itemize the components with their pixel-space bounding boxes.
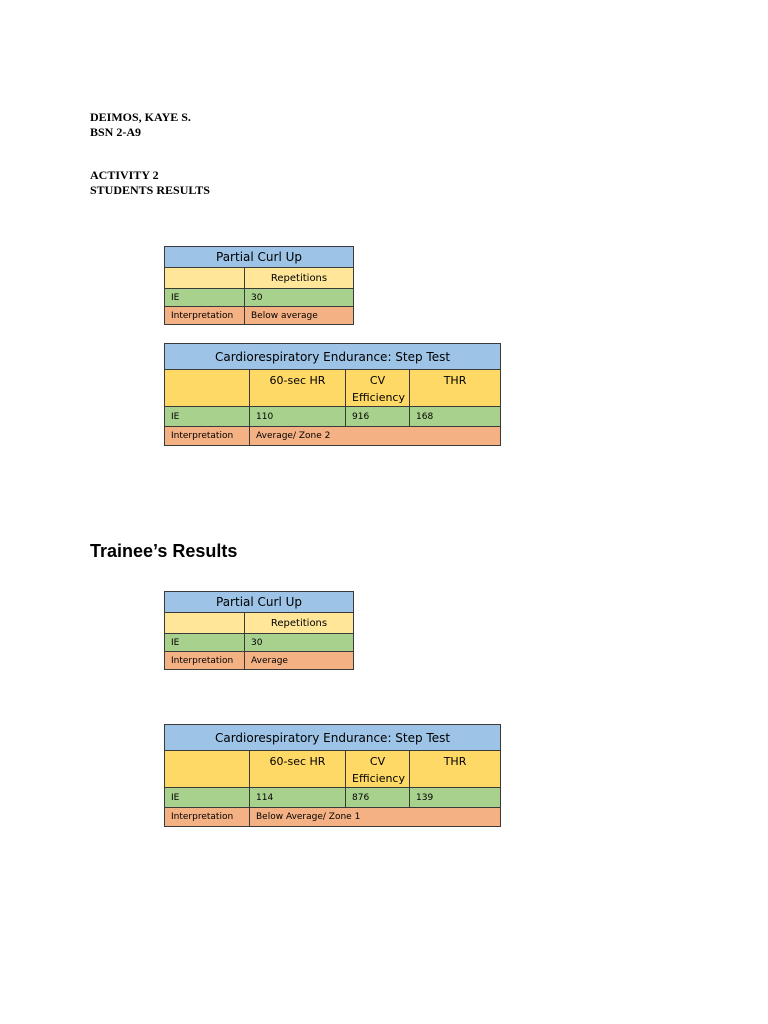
- activity-heading: [90, 168, 210, 198]
- interpretation-value: Average: [245, 652, 354, 670]
- row-label-ie: IE: [165, 289, 245, 307]
- interpretation-value: Below average: [245, 307, 354, 325]
- col-header-hr: 60-sec HR: [250, 751, 346, 788]
- interpretation-value: Below Average/ Zone 1: [250, 808, 501, 827]
- cv-efficiency-value: 876: [346, 788, 410, 808]
- row-label-interpretation: Interpretation: [165, 652, 245, 670]
- hr-value: 114: [250, 788, 346, 808]
- empty-header-cell: [165, 268, 245, 289]
- ie-value: 30: [245, 289, 354, 307]
- ie-value: 30: [245, 634, 354, 652]
- trainee-curl-table: [164, 591, 354, 670]
- cv-efficiency-value: 916: [346, 407, 410, 427]
- activity-label: ACTIVITY 2: [90, 168, 159, 182]
- hr-value: 110: [250, 407, 346, 427]
- results-subtitle: STUDENTS RESULTS: [90, 183, 210, 197]
- empty-header-cell: [165, 751, 250, 788]
- row-label-interpretation: Interpretation: [165, 808, 250, 827]
- empty-header-cell: [165, 370, 250, 407]
- student-info: [90, 110, 191, 140]
- col-header-cv-efficiency: CV Efficiency: [346, 751, 410, 788]
- row-label-interpretation: Interpretation: [165, 307, 245, 325]
- table-title: Cardiorespiratory Endurance: Step Test: [165, 725, 501, 751]
- student-step-table: [164, 343, 501, 446]
- table-title: Partial Curl Up: [165, 247, 354, 268]
- col-header-thr: THR: [410, 370, 501, 407]
- table-title: Partial Curl Up: [165, 592, 354, 613]
- row-label-ie: IE: [165, 407, 250, 427]
- col-header-hr: 60-sec HR: [250, 370, 346, 407]
- student-section: BSN 2-A9: [90, 125, 142, 139]
- empty-header-cell: [165, 613, 245, 634]
- row-label-interpretation: Interpretation: [165, 427, 250, 446]
- student-curl-table: [164, 246, 354, 325]
- trainee-step-table: [164, 724, 501, 827]
- thr-value: 168: [410, 407, 501, 427]
- col-header-thr: THR: [410, 751, 501, 788]
- trainee-results-title: Trainee’s Results: [90, 541, 238, 561]
- row-label-ie: IE: [165, 634, 245, 652]
- interpretation-value: Average/ Zone 2: [250, 427, 501, 446]
- col-header-repetitions: Repetitions: [245, 268, 354, 289]
- thr-value: 139: [410, 788, 501, 808]
- student-name: DEIMOS, KAYE S.: [90, 110, 191, 124]
- col-header-cv-efficiency: CV Efficiency: [346, 370, 410, 407]
- row-label-ie: IE: [165, 788, 250, 808]
- table-title: Cardiorespiratory Endurance: Step Test: [165, 344, 501, 370]
- col-header-repetitions: Repetitions: [245, 613, 354, 634]
